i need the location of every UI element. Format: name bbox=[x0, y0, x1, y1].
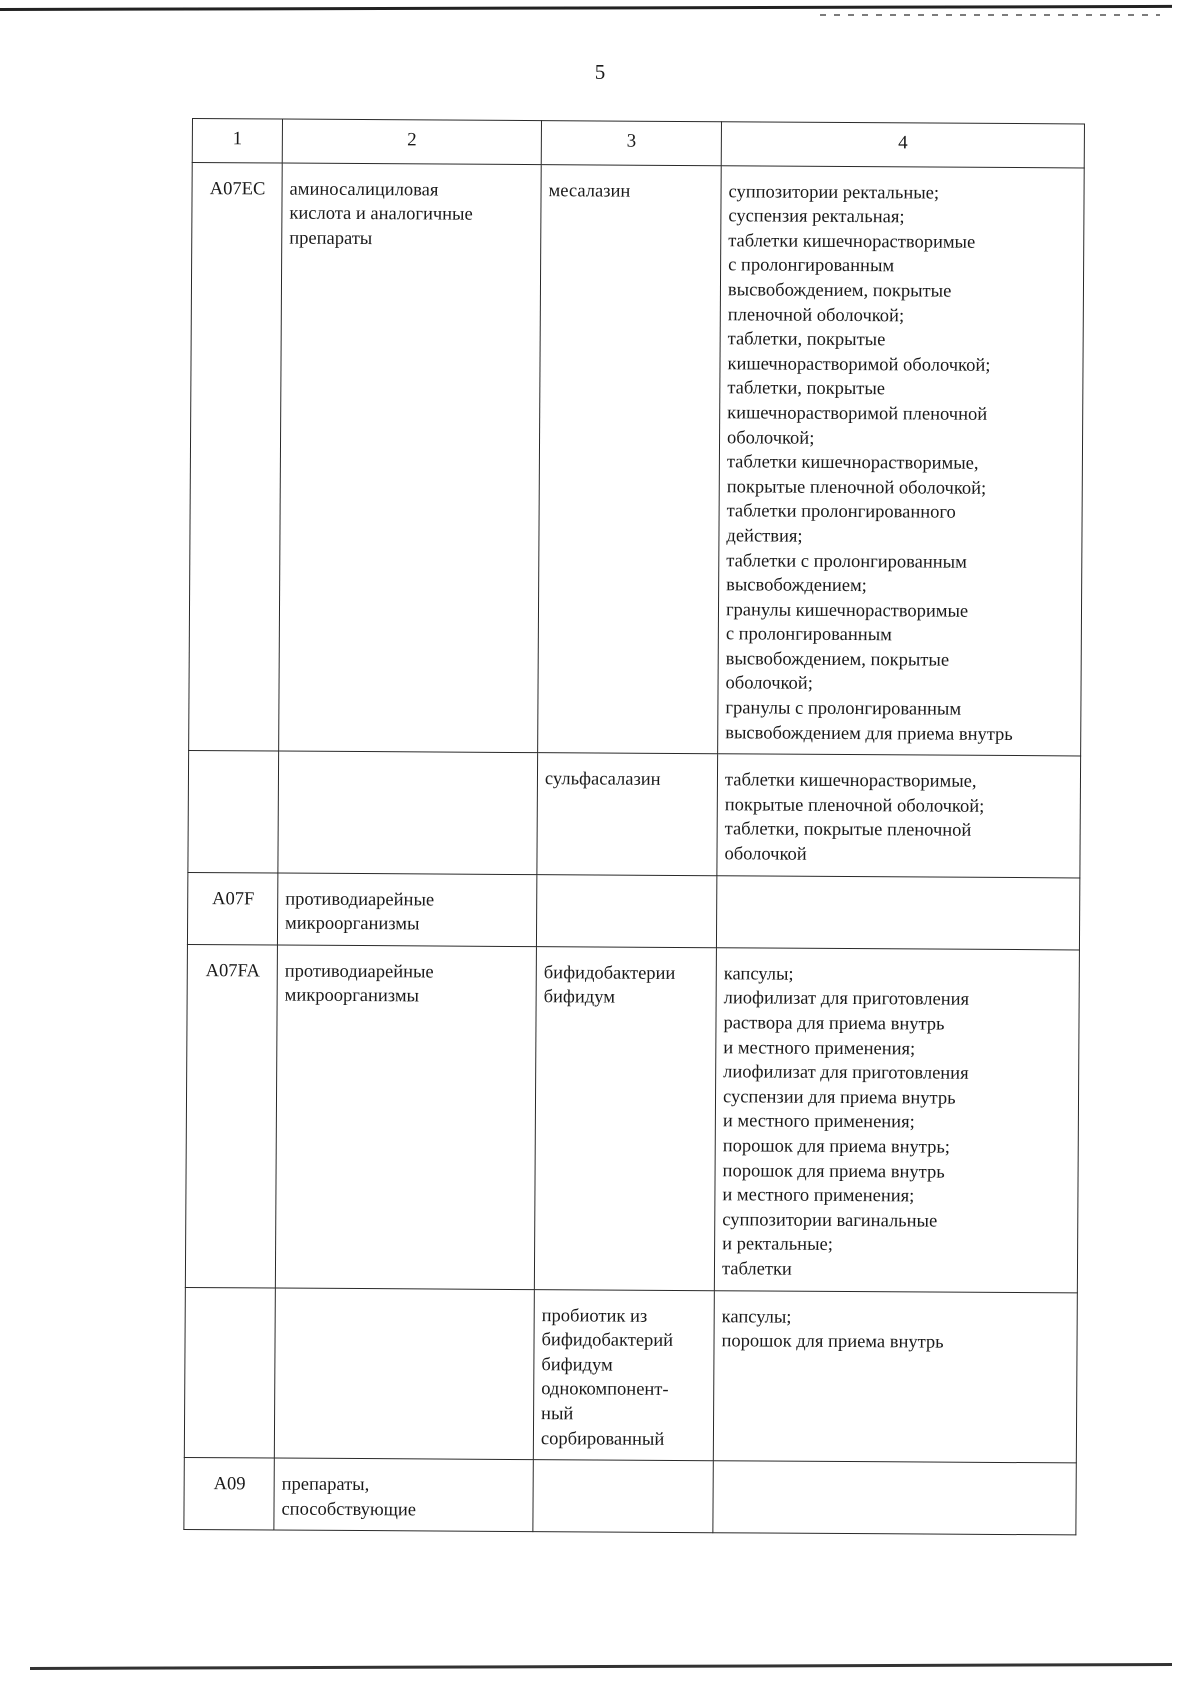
drug-name-cell bbox=[538, 164, 722, 754]
form-line: таблетки кишечнорастворимые, bbox=[726, 452, 979, 474]
form-line: высвобождением, покрытые bbox=[727, 280, 952, 302]
form-line: капсулы; bbox=[723, 964, 794, 985]
form-line: порошок для приема внутрь bbox=[721, 1331, 944, 1353]
drug-line: бифидум bbox=[543, 987, 616, 1009]
header-col-1: 1 bbox=[192, 119, 282, 163]
drug-line: месалазин bbox=[548, 180, 631, 202]
atc-code-cell bbox=[188, 751, 279, 873]
form-line: и местного применения; bbox=[723, 1037, 916, 1060]
form-line: суппозитории ректальные; bbox=[728, 181, 940, 204]
table-row bbox=[184, 1458, 1076, 1536]
form-line: таблетки, покрытые bbox=[727, 329, 886, 351]
atc-code: A09 bbox=[213, 1474, 246, 1495]
form-line: оболочкой; bbox=[725, 673, 813, 695]
atc-code-cell bbox=[185, 944, 277, 1287]
form-line: таблетки кишечнорастворимые bbox=[728, 231, 976, 253]
dosage-forms-cell bbox=[718, 165, 1085, 756]
form-line: и местного применения; bbox=[722, 1111, 915, 1133]
table-row bbox=[184, 1287, 1077, 1463]
table-row bbox=[189, 162, 1085, 756]
dosage-forms-cell bbox=[714, 948, 1079, 1293]
dosage-forms-cell bbox=[716, 875, 1079, 949]
form-line: лиофилизат для приготовления bbox=[723, 988, 970, 1011]
anatomical-group-cell bbox=[279, 163, 542, 753]
form-line: таблетки с пролонгированным bbox=[726, 550, 967, 573]
form-line: таблетки кишечнорастворимые, bbox=[724, 770, 977, 793]
form-line: высвобождением; bbox=[726, 575, 867, 597]
scan-edge-top bbox=[0, 5, 1172, 11]
atc-code: A07FA bbox=[205, 960, 260, 982]
form-line: высвобождением для приема внутрь bbox=[725, 722, 1013, 745]
form-line: пленочной оболочкой; bbox=[727, 304, 905, 326]
anatomical-group-cell bbox=[275, 945, 536, 1289]
group-line: противодиарейные bbox=[285, 889, 435, 911]
group-line: микроорганизмы bbox=[284, 985, 420, 1007]
form-line: гранулы с пролонгированным bbox=[725, 698, 962, 720]
group-line: кислота и аналогичные bbox=[289, 203, 473, 225]
atc-code-cell bbox=[184, 1287, 275, 1458]
drug-line: однокомпонент- bbox=[541, 1379, 669, 1401]
form-line: таблетки, покрытые bbox=[727, 378, 886, 400]
form-line: гранулы кишечнорастворимые bbox=[725, 599, 969, 622]
group-line: микроорганизмы bbox=[285, 913, 420, 935]
drug-line: сульфасалазин bbox=[544, 769, 661, 791]
dosage-forms-cell bbox=[713, 1461, 1076, 1535]
scan-noise-top bbox=[820, 14, 1160, 16]
form-line: кишечнорастворимой пленочной bbox=[727, 403, 988, 425]
form-line: таблетки bbox=[721, 1259, 792, 1280]
form-line: раствора для приема внутрь bbox=[723, 1013, 945, 1035]
drug-table bbox=[183, 118, 1085, 1536]
form-line: покрытые пленочной оболочкой; bbox=[726, 476, 987, 499]
drug-line: бифидобактерии bbox=[543, 962, 676, 984]
form-line: с пролонгированным bbox=[728, 255, 895, 277]
page-number: 5 bbox=[594, 60, 606, 84]
form-line: суспензия ректальная; bbox=[728, 206, 905, 228]
drug-name-cell bbox=[533, 1289, 714, 1461]
group-line: аминосалициловая bbox=[289, 179, 439, 201]
group-line: противодиарейные bbox=[284, 961, 434, 983]
form-line: порошок для приема внутрь; bbox=[722, 1136, 951, 1158]
header-col-3: 3 bbox=[541, 121, 721, 166]
form-line: покрытые пленочной оболочкой; bbox=[724, 795, 985, 817]
table-body bbox=[184, 162, 1084, 1535]
form-line: с пролонгированным bbox=[725, 624, 892, 646]
form-line: и ректальные; bbox=[722, 1234, 833, 1256]
drug-name-cell bbox=[536, 874, 716, 947]
atc-code-cell bbox=[187, 872, 277, 945]
dosage-forms-cell bbox=[713, 1290, 1077, 1463]
anatomical-group-cell bbox=[278, 751, 538, 874]
anatomical-group-cell bbox=[277, 873, 536, 947]
anatomical-group-cell bbox=[274, 1458, 533, 1532]
header-col-2: 2 bbox=[282, 119, 541, 164]
form-line: таблетки пролонгированного bbox=[726, 501, 956, 523]
form-line: кишечнорастворимой оболочкой; bbox=[727, 354, 991, 376]
table-header-row bbox=[192, 119, 1084, 168]
atc-code: A07EC bbox=[209, 178, 266, 200]
table-row bbox=[188, 751, 1081, 878]
anatomical-group-cell bbox=[274, 1288, 534, 1460]
drug-line: ный bbox=[541, 1404, 574, 1425]
form-line: оболочкой bbox=[724, 844, 807, 865]
group-line: препараты bbox=[289, 228, 373, 249]
form-line: суппозитории вагинальные bbox=[722, 1210, 938, 1232]
form-line: действия; bbox=[726, 526, 803, 547]
table-row bbox=[185, 944, 1079, 1292]
group-line: препараты, bbox=[281, 1474, 370, 1496]
drug-line: бифидобактерий bbox=[541, 1330, 674, 1352]
atc-code: A07F bbox=[212, 888, 255, 910]
group-line: способствующие bbox=[281, 1499, 417, 1521]
drug-name-cell bbox=[537, 753, 718, 875]
atc-code-cell bbox=[189, 162, 283, 751]
table-row bbox=[187, 872, 1079, 950]
form-line: порошок для приема внутрь bbox=[722, 1160, 945, 1183]
drug-line: сорбированный bbox=[540, 1428, 665, 1450]
form-line: таблетки, покрытые пленочной bbox=[724, 819, 972, 842]
form-line: капсулы; bbox=[721, 1306, 792, 1328]
drug-name-cell bbox=[533, 1460, 713, 1533]
scan-edge-bottom bbox=[30, 1663, 1172, 1670]
drug-line: пробиотик из bbox=[541, 1305, 648, 1327]
atc-code-cell bbox=[184, 1458, 274, 1531]
form-line: суспензии для приема внутрь bbox=[722, 1087, 956, 1109]
form-line: и местного применения; bbox=[722, 1185, 915, 1207]
form-line: оболочкой; bbox=[726, 427, 815, 449]
drug-line: бифидум bbox=[541, 1354, 613, 1376]
form-line: лиофилизат для приготовления bbox=[723, 1062, 969, 1084]
dosage-forms-cell bbox=[717, 754, 1081, 878]
drug-name-cell bbox=[534, 946, 716, 1290]
form-line: высвобождением, покрытые bbox=[725, 649, 950, 671]
header-col-4: 4 bbox=[721, 122, 1084, 168]
